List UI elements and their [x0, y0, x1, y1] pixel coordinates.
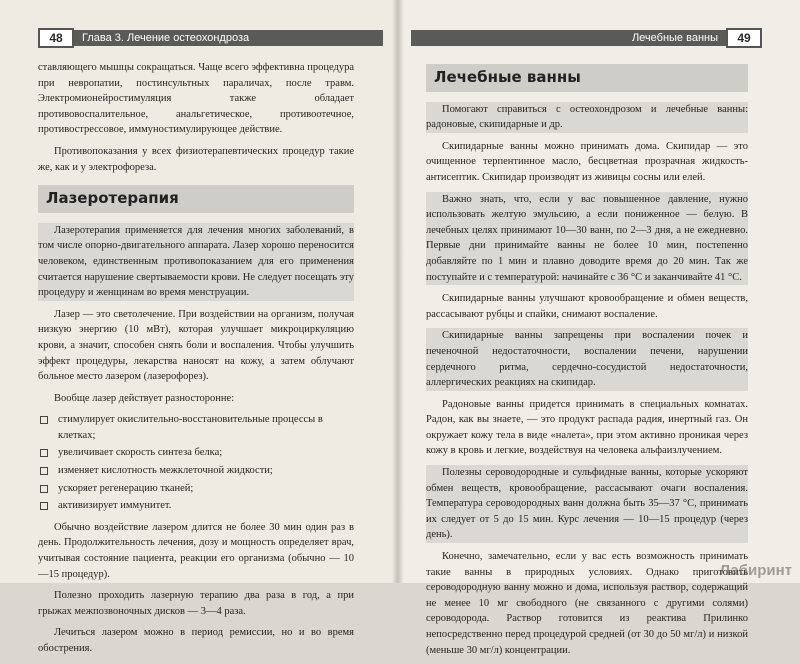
checkbox-bullet-icon [40, 467, 48, 475]
running-header [411, 30, 726, 46]
section-title: Лечебные ванны [426, 64, 748, 92]
list-item: увеличивает скорость синтеза белка; [38, 445, 354, 461]
right-page-header [411, 28, 762, 48]
paragraph: Скипидарные ванны запрещены при воспалении почек и печеночной недостаточности, воспалении печени, нарушении сердечного ритма, сердечно-сосудистой недостаточности, аллергических реакциях на скипидар. [426, 328, 748, 390]
paragraph: Полезно проходить лазерную терапию два раза в год, а при грыжах межпозвоночных дисков — 3—4 раза. [38, 590, 354, 617]
paragraph: Важно знать, что, если у вас повышенное давление, нужно использовать желтую эмульсию, а если пониженное — белую. В лечебных целях принимают 10—30 ванн, по 2—3 дня, а не ежедневно. Первые дни принимайте ванны не более 10 мин, постепенно добавляйте по 1 мин и плавно доводите время до 20 мин. Так же поступайте и с температурой: начинайте с 36 °С и заканчивайте 41 °С. [426, 192, 748, 286]
paragraph: Помогают справиться с остеохондрозом и лечебные ванны: радоновые, скипидарные и др. [426, 102, 748, 133]
checkbox-bullet-icon [40, 416, 48, 424]
paragraph: ставляющего мышцы сокращаться. Чаще всего эффективна процедура при невропатии, постинсультных параличах, после травм. Электромионейростимуляция также обладает противовоспалительное, анальгетическое, противоотечное, противострессовое, иммуностимулирующее действие. [38, 62, 354, 136]
page-number: 49 [726, 28, 762, 48]
running-header [74, 30, 383, 46]
paragraph: Вообще лазер действует разносторонне: [54, 392, 235, 404]
checkbox-bullet-icon [40, 485, 48, 493]
left-page-header [38, 28, 383, 48]
checkbox-bullet-icon [40, 449, 48, 457]
list-item: изменяет кислотность межклеточной жидкости; [38, 463, 354, 479]
book-gutter [392, 0, 404, 583]
chapter-title: Глава 3. Лечение остеохондроза [82, 32, 250, 44]
paragraph: Лазеротерапия применяется для лечения многих заболеваний, в том числе опорно-двигательного аппарата. Лазер хорошо переносится человеком, единственным противопоказанием для его применения считается нарушение свертываемости крови. Не следует посещать эту процедуру и женщинам во время менструации. [38, 223, 354, 301]
left-page [0, 0, 397, 654]
paragraph: Радоновые ванны придется принимать в специальных комнатах. Радон, как вы знаете, — это продукт распада радия, инертный газ. Он окружает кожу тела в виде «налета», при этом активно проникая через кожу в кровь и легкие, воздействуя на человека альфаизлучением. [426, 398, 748, 457]
paragraph: Лечиться лазером можно в период ремиссии, но и во время обострения. [38, 627, 354, 654]
paragraph: Скипидарные ванны улучшают кровообращение и обмен веществ, рассасывают рубцы и спайки, снимают воспаление. [426, 293, 748, 320]
right-page-body [426, 60, 748, 664]
section-title: Лазеротерапия [38, 185, 354, 213]
list-item: ускоряет регенерацию тканей; [38, 481, 354, 497]
paragraph: Противопоказания у всех физиотерапевтических процедур такие же, как и у электрофореза. [38, 145, 354, 173]
paragraph: Обычно воздействие лазером длится не более 30 мин один раз в день. Продолжительность лечения, дозу и мощность определяет врач, учитывая состояние пациента, реакции его организма (обычно — 10—15 процедур). [38, 521, 354, 580]
left-page-body [38, 60, 354, 663]
paragraph: Лазер — это светолечение. При воздействии на организм, получая низкую энергию (10 мВт), которая улучшает микроциркуляцию крови, а значит, способен снять боли и воспаления. Чтобы улучшить эффект процедуры, лекарства наносят на кожу, а затем облучают больное место лазером (лазерофорез). [38, 308, 354, 383]
paragraph: Полезны сероводородные и сульфидные ванны, которые ускоряют обмен веществ, кровообращение, рассасывают очаги воспаления. Температура сероводородных ванн должна быть 35—37 °С, принимать их следует от 5 до 15 мин. Курс лечения — 10—15 процедур (через день). [426, 465, 748, 543]
page-number: 48 [38, 28, 74, 48]
checkbox-bullet-icon [40, 502, 48, 510]
bullet-list [38, 412, 354, 514]
list-item: активизирует иммунитет. [38, 498, 354, 514]
chapter-title: Лечебные ванны [631, 32, 718, 44]
paragraph: Конечно, замечательно, если у вас есть возможность принимать такие ванны в природных условиях. Однако приготовить сероводородную ванну можно и дома, используя раствор, содержащий не менее 10 мг свободного (не связанного с другими солями) сероводорода. Раствор готовится из реактива Прилинко непосредственно перед процедурой средней (от 30 до 50 мг/л) и низкой (меньше 30 мг/л) концентрации. [426, 551, 748, 656]
watermark-logo: Лабиринт [719, 562, 792, 579]
right-page [397, 0, 800, 656]
paragraph: Скипидарные ванны можно принимать дома. Скипидар — это очищенное терпентинное масло, бесцветная прозрачная жидкость-антисептик. Скипидар производят из живицы сосны или елей. [426, 140, 748, 183]
list-item: стимулирует окислительно-восстановительные процессы в клетках; [38, 412, 354, 443]
